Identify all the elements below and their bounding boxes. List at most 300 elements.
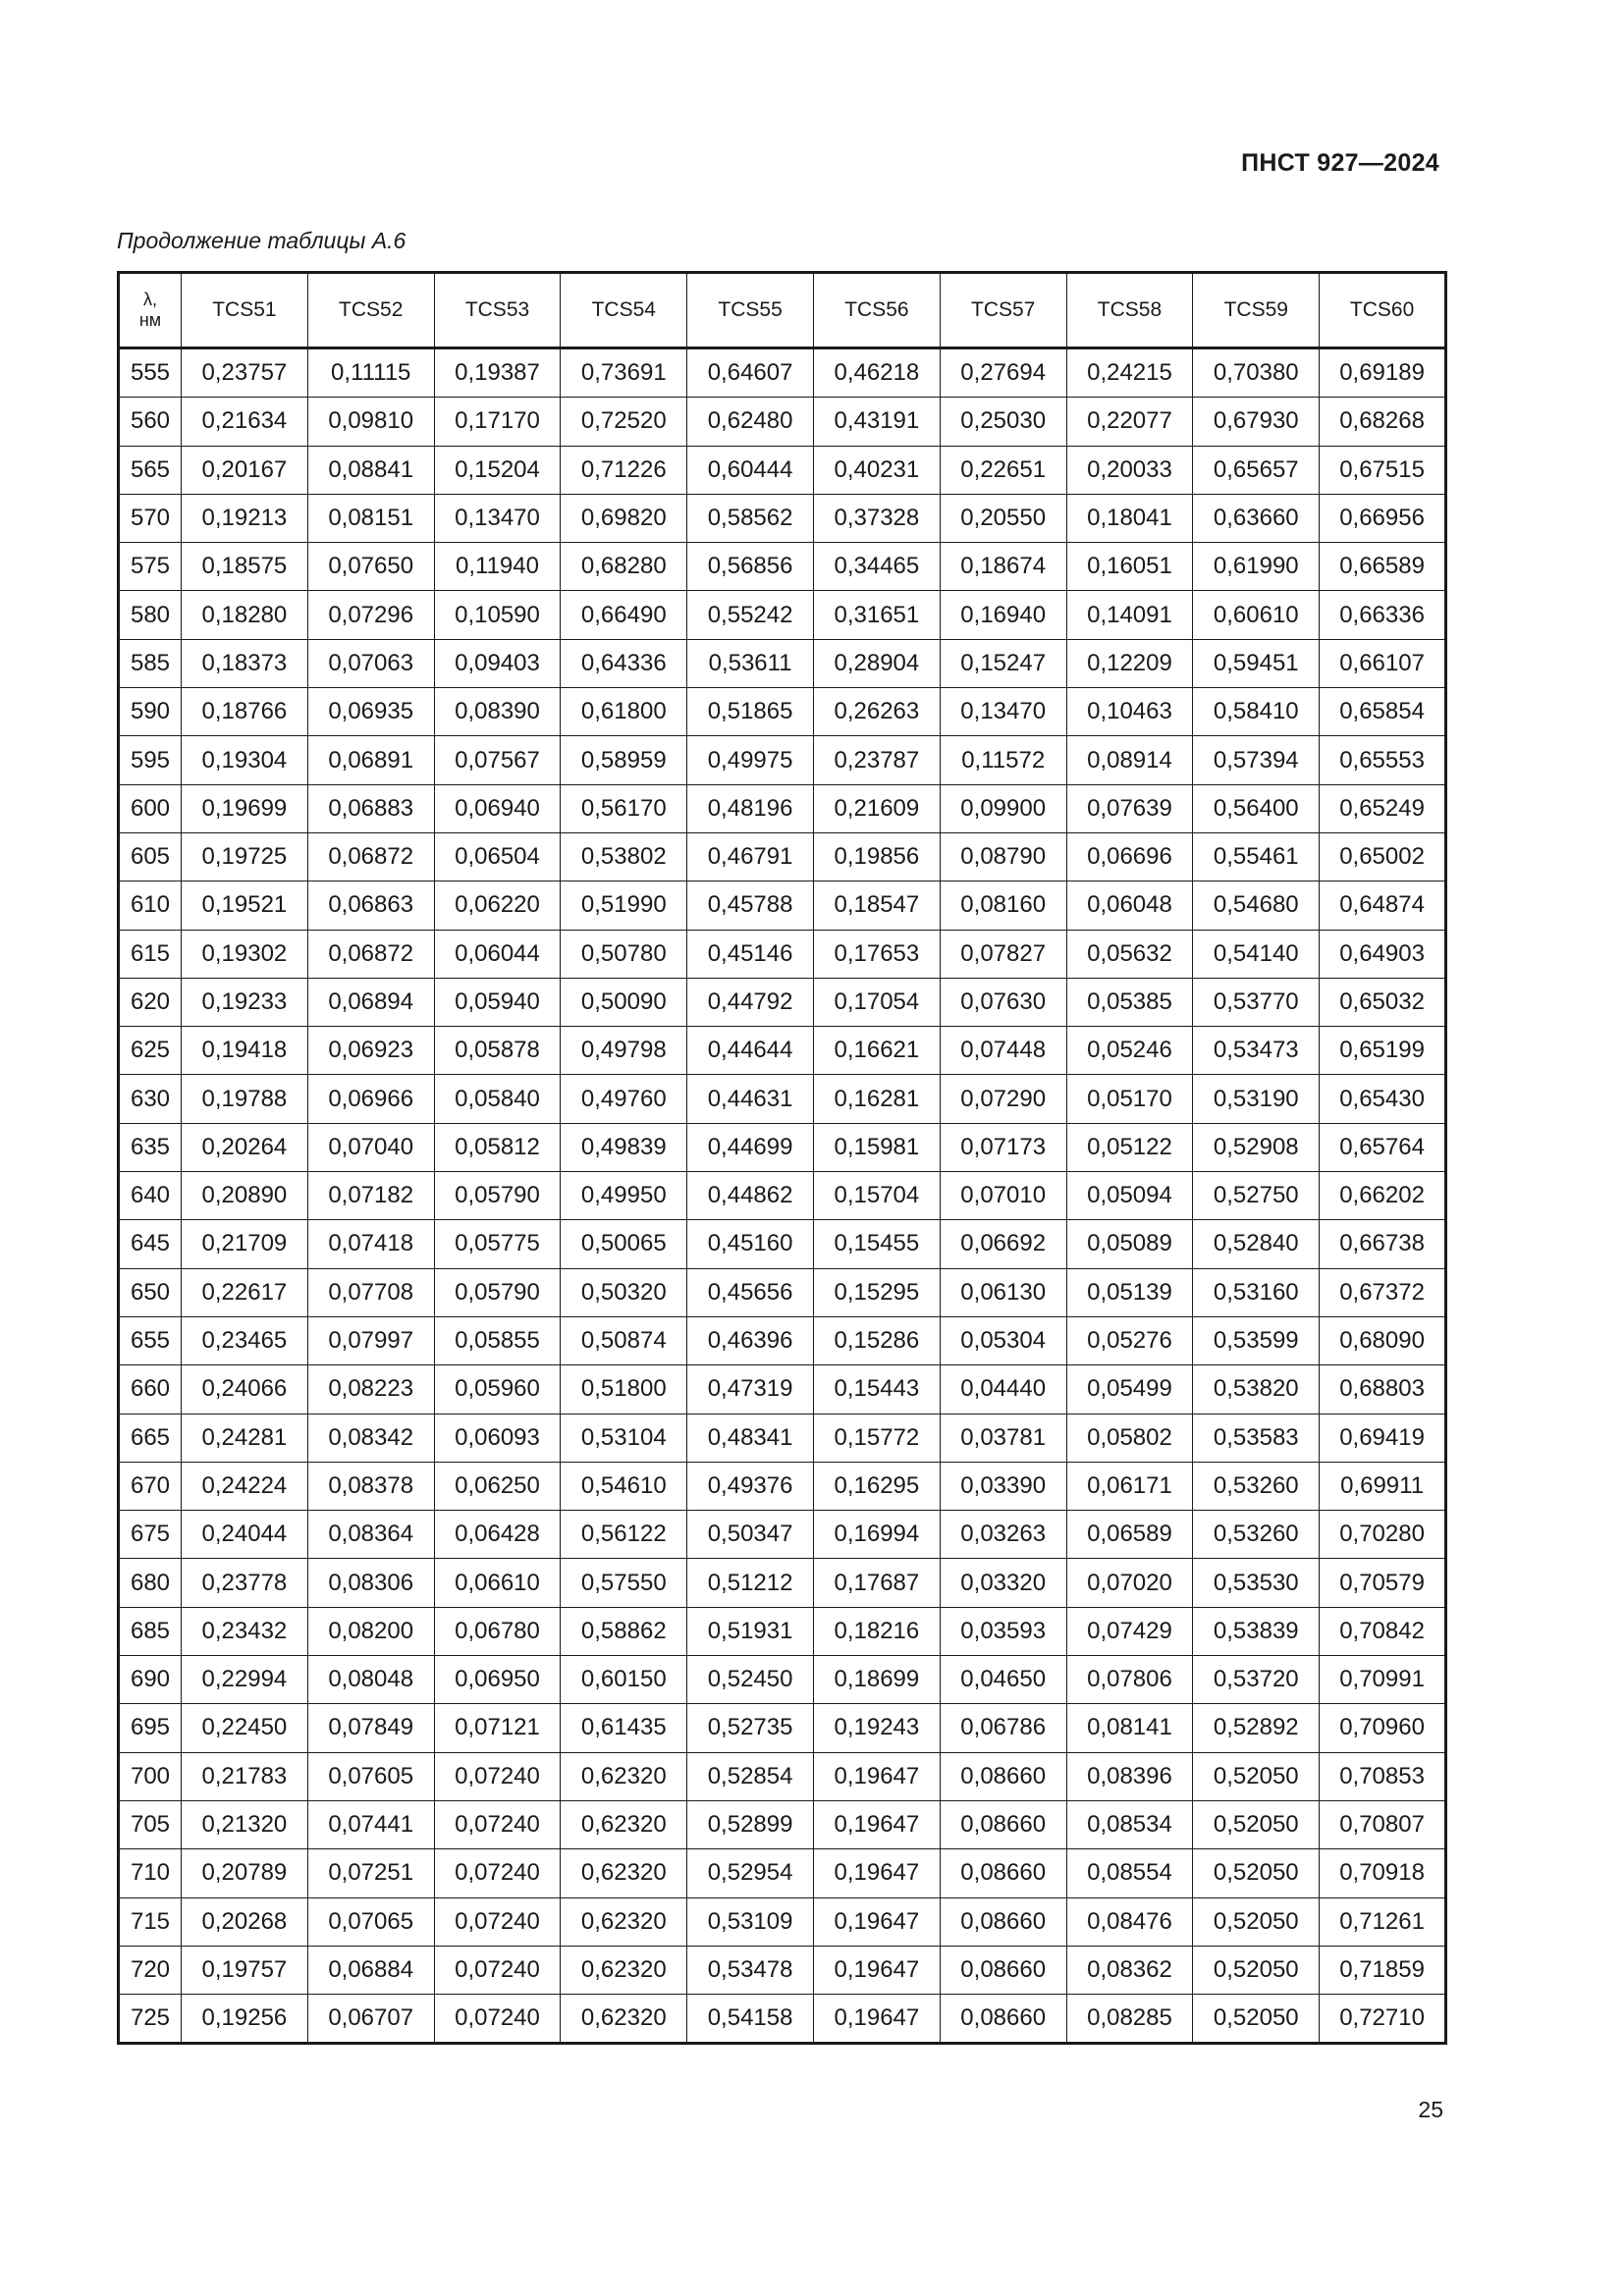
table-cell: 0,08160 [940, 881, 1066, 930]
table-cell: 0,19725 [182, 832, 308, 881]
table-cell: 0,66956 [1320, 494, 1446, 542]
table-cell: 0,06966 [307, 1075, 434, 1123]
table-cell: 0,20264 [182, 1123, 308, 1171]
table-cell: 0,52854 [687, 1752, 814, 1800]
table-cell: 0,62320 [561, 1995, 687, 2044]
table-cell: 0,48341 [687, 1414, 814, 1462]
table-cell: 0,52050 [1193, 1995, 1320, 2044]
table-cell: 0,06610 [434, 1559, 561, 1607]
table-row [119, 398, 1446, 446]
table-cell: 0,66107 [1320, 639, 1446, 687]
table-row [119, 1462, 1446, 1510]
table-cell: 0,06940 [434, 784, 561, 832]
table-cell: 0,10463 [1066, 688, 1193, 736]
table-cell: 0,08306 [307, 1559, 434, 1607]
table-row [119, 543, 1446, 591]
table-cell: 0,65764 [1320, 1123, 1446, 1171]
table-cell: 0,53611 [687, 639, 814, 687]
table-cell: 0,52899 [687, 1800, 814, 1848]
table-cell: 0,16621 [813, 1027, 940, 1075]
table-cell: 0,22994 [182, 1656, 308, 1704]
table-row [119, 930, 1446, 978]
table-row [119, 1897, 1446, 1946]
table-cell: 0,18280 [182, 591, 308, 639]
table-cell: 0,05246 [1066, 1027, 1193, 1075]
table-cell: 0,65032 [1320, 978, 1446, 1026]
table-cell: 0,08342 [307, 1414, 434, 1462]
table-cell: 0,53599 [1193, 1316, 1320, 1364]
table-cell: 0,19647 [813, 1849, 940, 1897]
table-cell: 0,16295 [813, 1462, 940, 1510]
table-cell: 0,24224 [182, 1462, 308, 1510]
table-cell: 0,19521 [182, 881, 308, 930]
table-cell: 0,06171 [1066, 1462, 1193, 1510]
table-cell: 0,03263 [940, 1511, 1066, 1559]
table-cell: 0,15772 [813, 1414, 940, 1462]
table-cell: 0,17687 [813, 1559, 940, 1607]
table-cell: 0,71859 [1320, 1946, 1446, 1994]
table-cell: 0,31651 [813, 591, 940, 639]
table-cell: 0,07065 [307, 1897, 434, 1946]
table-cell: 0,21634 [182, 398, 308, 446]
table-cell: 0,05632 [1066, 930, 1193, 978]
table-cell: 0,15247 [940, 639, 1066, 687]
table-cell: 0,58862 [561, 1607, 687, 1655]
table-cell: 0,06130 [940, 1268, 1066, 1316]
table-cell: 0,57550 [561, 1559, 687, 1607]
table-cell: 0,53530 [1193, 1559, 1320, 1607]
table-cell: 0,07240 [434, 1800, 561, 1848]
table-cell: 0,62320 [561, 1752, 687, 1800]
table-cell: 0,07251 [307, 1849, 434, 1897]
table-row [119, 1559, 1446, 1607]
table-cell: 0,08790 [940, 832, 1066, 881]
table-cell: 0,64336 [561, 639, 687, 687]
table-cell: 0,21709 [182, 1220, 308, 1268]
table-cell: 0,66738 [1320, 1220, 1446, 1268]
table-cell: 0,22617 [182, 1268, 308, 1316]
table-cell: 0,06589 [1066, 1511, 1193, 1559]
wavelength-cell: 570 [119, 494, 182, 542]
table-cell: 0,62320 [561, 1897, 687, 1946]
table-cell: 0,08660 [940, 1897, 1066, 1946]
table-cell: 0,06786 [940, 1704, 1066, 1752]
table-cell: 0,07182 [307, 1172, 434, 1220]
table-cell: 0,15286 [813, 1316, 940, 1364]
table-cell: 0,09900 [940, 784, 1066, 832]
lambda-symbol: λ, [142, 290, 157, 310]
table-cell: 0,05499 [1066, 1365, 1193, 1414]
table-cell: 0,66589 [1320, 543, 1446, 591]
table-cell: 0,70579 [1320, 1559, 1446, 1607]
table-cell: 0,56122 [561, 1511, 687, 1559]
table-cell: 0,17653 [813, 930, 940, 978]
table-cell: 0,11940 [434, 543, 561, 591]
column-header: TCS58 [1066, 273, 1193, 348]
table-cell: 0,08390 [434, 688, 561, 736]
table-cell: 0,06250 [434, 1462, 561, 1510]
table-cell: 0,40231 [813, 446, 940, 494]
column-header: TCS59 [1193, 273, 1320, 348]
table-cell: 0,46791 [687, 832, 814, 881]
lambda-unit: нм [138, 310, 162, 330]
table-cell: 0,08476 [1066, 1897, 1193, 1946]
table-cell: 0,44644 [687, 1027, 814, 1075]
table-cell: 0,04440 [940, 1365, 1066, 1414]
table-cell: 0,44631 [687, 1075, 814, 1123]
table-cell: 0,43191 [813, 398, 940, 446]
table-cell: 0,53583 [1193, 1414, 1320, 1462]
table-cell: 0,54610 [561, 1462, 687, 1510]
table-cell: 0,61435 [561, 1704, 687, 1752]
table-row [119, 1800, 1446, 1848]
table-cell: 0,16051 [1066, 543, 1193, 591]
table-cell: 0,54680 [1193, 881, 1320, 930]
table-cell: 0,15295 [813, 1268, 940, 1316]
table-cell: 0,16940 [940, 591, 1066, 639]
table-cell: 0,18547 [813, 881, 940, 930]
table-cell: 0,55461 [1193, 832, 1320, 881]
table-cell: 0,21320 [182, 1800, 308, 1848]
table-cell: 0,67372 [1320, 1268, 1446, 1316]
table-cell: 0,70842 [1320, 1607, 1446, 1655]
table-cell: 0,05276 [1066, 1316, 1193, 1364]
table-cell: 0,05304 [940, 1316, 1066, 1364]
table-cell: 0,20890 [182, 1172, 308, 1220]
table-cell: 0,52750 [1193, 1172, 1320, 1220]
table-cell: 0,21609 [813, 784, 940, 832]
table-cell: 0,46218 [813, 348, 940, 398]
table-cell: 0,71261 [1320, 1897, 1446, 1946]
table-cell: 0,06883 [307, 784, 434, 832]
column-header: TCS56 [813, 273, 940, 348]
table-cell: 0,53770 [1193, 978, 1320, 1026]
wavelength-cell: 675 [119, 1511, 182, 1559]
table-cell: 0,18216 [813, 1607, 940, 1655]
table-cell: 0,65249 [1320, 784, 1446, 832]
table-cell: 0,08660 [940, 1849, 1066, 1897]
table-row [119, 1316, 1446, 1364]
table-cell: 0,16281 [813, 1075, 940, 1123]
table-cell: 0,64903 [1320, 930, 1446, 978]
table-cell: 0,04650 [940, 1656, 1066, 1704]
spectral-data-table [117, 271, 1447, 2045]
wavelength-cell: 595 [119, 736, 182, 784]
table-cell: 0,70280 [1320, 1511, 1446, 1559]
wavelength-cell: 605 [119, 832, 182, 881]
table-cell: 0,07827 [940, 930, 1066, 978]
table-cell: 0,09810 [307, 398, 434, 446]
wavelength-cell: 660 [119, 1365, 182, 1414]
wavelength-cell: 555 [119, 348, 182, 398]
wavelength-cell: 615 [119, 930, 182, 978]
table-cell: 0,68280 [561, 543, 687, 591]
table-cell: 0,07567 [434, 736, 561, 784]
table-cell: 0,03781 [940, 1414, 1066, 1462]
table-cell: 0,15704 [813, 1172, 940, 1220]
table-cell: 0,23432 [182, 1607, 308, 1655]
table-cell: 0,65553 [1320, 736, 1446, 784]
table-cell: 0,70380 [1193, 348, 1320, 398]
table-cell: 0,06780 [434, 1607, 561, 1655]
table-cell: 0,44792 [687, 978, 814, 1026]
table-cell: 0,72520 [561, 398, 687, 446]
table-cell: 0,53260 [1193, 1462, 1320, 1510]
table-row [119, 446, 1446, 494]
table-cell: 0,70807 [1320, 1800, 1446, 1848]
table-row [119, 1365, 1446, 1414]
wavelength-cell: 565 [119, 446, 182, 494]
table-cell: 0,68090 [1320, 1316, 1446, 1364]
table-cell: 0,06692 [940, 1220, 1066, 1268]
table-cell: 0,06891 [307, 736, 434, 784]
table-cell: 0,23778 [182, 1559, 308, 1607]
table-cell: 0,49950 [561, 1172, 687, 1220]
table-cell: 0,52954 [687, 1849, 814, 1897]
table-cell: 0,06220 [434, 881, 561, 930]
table-cell: 0,50780 [561, 930, 687, 978]
table-cell: 0,65854 [1320, 688, 1446, 736]
table-cell: 0,49839 [561, 1123, 687, 1171]
table-cell: 0,67515 [1320, 446, 1446, 494]
table-cell: 0,08048 [307, 1656, 434, 1704]
table-cell: 0,07639 [1066, 784, 1193, 832]
wavelength-cell: 630 [119, 1075, 182, 1123]
table-cell: 0,05840 [434, 1075, 561, 1123]
wavelength-cell: 635 [119, 1123, 182, 1171]
table-cell: 0,20167 [182, 446, 308, 494]
table-cell: 0,50090 [561, 978, 687, 1026]
table-cell: 0,45160 [687, 1220, 814, 1268]
wavelength-cell: 620 [119, 978, 182, 1026]
table-row [119, 1027, 1446, 1075]
table-cell: 0,51931 [687, 1607, 814, 1655]
table-cell: 0,69419 [1320, 1414, 1446, 1462]
table-cell: 0,52050 [1193, 1752, 1320, 1800]
table-cell: 0,23757 [182, 348, 308, 398]
table-row [119, 1511, 1446, 1559]
table-cell: 0,60150 [561, 1656, 687, 1704]
table-cell: 0,08364 [307, 1511, 434, 1559]
table-cell: 0,53478 [687, 1946, 814, 1994]
table-cell: 0,53160 [1193, 1268, 1320, 1316]
table-cell: 0,27694 [940, 348, 1066, 398]
table-cell: 0,07040 [307, 1123, 434, 1171]
table-cell: 0,05385 [1066, 978, 1193, 1026]
table-cell: 0,06093 [434, 1414, 561, 1462]
table-cell: 0,70853 [1320, 1752, 1446, 1800]
table-cell: 0,07240 [434, 1995, 561, 2044]
table-cell: 0,24044 [182, 1511, 308, 1559]
table-cell: 0,08285 [1066, 1995, 1193, 2044]
table-cell: 0,48196 [687, 784, 814, 832]
table-row [119, 1946, 1446, 1994]
table-cell: 0,06872 [307, 930, 434, 978]
table-cell: 0,05878 [434, 1027, 561, 1075]
table-cell: 0,06707 [307, 1995, 434, 2044]
table-cell: 0,08914 [1066, 736, 1193, 784]
table-cell: 0,08660 [940, 1752, 1066, 1800]
table-cell: 0,15443 [813, 1365, 940, 1414]
table-cell: 0,07010 [940, 1172, 1066, 1220]
table-cell: 0,51865 [687, 688, 814, 736]
table-cell: 0,64607 [687, 348, 814, 398]
table-cell: 0,46396 [687, 1316, 814, 1364]
wavelength-cell: 580 [119, 591, 182, 639]
table-cell: 0,64874 [1320, 881, 1446, 930]
table-cell: 0,14091 [1066, 591, 1193, 639]
wavelength-cell: 625 [119, 1027, 182, 1075]
table-cell: 0,52908 [1193, 1123, 1320, 1171]
table-cell: 0,19647 [813, 1752, 940, 1800]
table-cell: 0,69189 [1320, 348, 1446, 398]
table-cell: 0,19647 [813, 1946, 940, 1994]
table-cell: 0,06950 [434, 1656, 561, 1704]
table-cell: 0,07650 [307, 543, 434, 591]
table-cell: 0,53473 [1193, 1027, 1320, 1075]
table-cell: 0,06504 [434, 832, 561, 881]
table-cell: 0,52050 [1193, 1849, 1320, 1897]
table-cell: 0,15981 [813, 1123, 940, 1171]
table-cell: 0,07418 [307, 1220, 434, 1268]
wavelength-cell: 670 [119, 1462, 182, 1510]
table-cell: 0,25030 [940, 398, 1066, 446]
table-cell: 0,51212 [687, 1559, 814, 1607]
table-cell: 0,52050 [1193, 1897, 1320, 1946]
table-cell: 0,60610 [1193, 591, 1320, 639]
table-cell: 0,08223 [307, 1365, 434, 1414]
table-cell: 0,20550 [940, 494, 1066, 542]
table-cell: 0,20268 [182, 1897, 308, 1946]
table-cell: 0,62480 [687, 398, 814, 446]
table-cell: 0,65430 [1320, 1075, 1446, 1123]
table-cell: 0,22077 [1066, 398, 1193, 446]
table-cell: 0,08554 [1066, 1849, 1193, 1897]
table-cell: 0,08660 [940, 1995, 1066, 2044]
table-cell: 0,49760 [561, 1075, 687, 1123]
table-cell: 0,19233 [182, 978, 308, 1026]
table-cell: 0,07240 [434, 1946, 561, 1994]
table-cell: 0,17170 [434, 398, 561, 446]
table-row [119, 881, 1446, 930]
table-cell: 0,57394 [1193, 736, 1320, 784]
table-cell: 0,69911 [1320, 1462, 1446, 1510]
wavelength-cell: 700 [119, 1752, 182, 1800]
table-cell: 0,71226 [561, 446, 687, 494]
table-cell: 0,23465 [182, 1316, 308, 1364]
table-row [119, 1123, 1446, 1171]
wavelength-cell: 600 [119, 784, 182, 832]
table-cell: 0,20789 [182, 1849, 308, 1897]
table-cell: 0,07630 [940, 978, 1066, 1026]
table-cell: 0,06048 [1066, 881, 1193, 930]
table-cell: 0,19256 [182, 1995, 308, 2044]
document-code: ПНСТ 927—2024 [1241, 149, 1439, 177]
table-cell: 0,07296 [307, 591, 434, 639]
table-cell: 0,51800 [561, 1365, 687, 1414]
table-cell: 0,66336 [1320, 591, 1446, 639]
wavelength-cell: 585 [119, 639, 182, 687]
column-header: TCS55 [687, 273, 814, 348]
table-cell: 0,54140 [1193, 930, 1320, 978]
wavelength-cell: 650 [119, 1268, 182, 1316]
table-body [119, 348, 1446, 2044]
table-cell: 0,06872 [307, 832, 434, 881]
table-cell: 0,08660 [940, 1946, 1066, 1994]
table-cell: 0,20033 [1066, 446, 1193, 494]
table-cell: 0,68268 [1320, 398, 1446, 446]
table-cell: 0,06044 [434, 930, 561, 978]
table-header-row [119, 273, 1446, 348]
table-cell: 0,10590 [434, 591, 561, 639]
table-cell: 0,11115 [307, 348, 434, 398]
table-cell: 0,06696 [1066, 832, 1193, 881]
table-cell: 0,19243 [813, 1704, 940, 1752]
table-cell: 0,52735 [687, 1704, 814, 1752]
wavelength-cell: 610 [119, 881, 182, 930]
table-cell: 0,65657 [1193, 446, 1320, 494]
table-cell: 0,52050 [1193, 1800, 1320, 1848]
page-number: 25 [1418, 2097, 1443, 2122]
table-row [119, 591, 1446, 639]
table-cell: 0,07849 [307, 1704, 434, 1752]
table-row [119, 1414, 1446, 1462]
table-cell: 0,50874 [561, 1316, 687, 1364]
table-cell: 0,12209 [1066, 639, 1193, 687]
column-header: TCS53 [434, 273, 561, 348]
table-row [119, 1849, 1446, 1897]
wavelength-cell: 680 [119, 1559, 182, 1607]
table-cell: 0,45788 [687, 881, 814, 930]
table-cell: 0,08200 [307, 1607, 434, 1655]
table-cell: 0,19213 [182, 494, 308, 542]
table-cell: 0,08841 [307, 446, 434, 494]
table-cell: 0,19699 [182, 784, 308, 832]
table-cell: 0,16994 [813, 1511, 940, 1559]
wavelength-cell: 560 [119, 398, 182, 446]
table-cell: 0,07605 [307, 1752, 434, 1800]
table-cell: 0,08534 [1066, 1800, 1193, 1848]
table-cell: 0,19302 [182, 930, 308, 978]
table-cell: 0,03320 [940, 1559, 1066, 1607]
table-row [119, 784, 1446, 832]
table-cell: 0,08362 [1066, 1946, 1193, 1994]
table-cell: 0,65199 [1320, 1027, 1446, 1075]
table-cell: 0,03390 [940, 1462, 1066, 1510]
wavelength-cell: 640 [119, 1172, 182, 1220]
table-row [119, 1752, 1446, 1800]
table-row [119, 1607, 1446, 1655]
table-cell: 0,19647 [813, 1897, 940, 1946]
wavelength-cell: 705 [119, 1800, 182, 1848]
table-cell: 0,49376 [687, 1462, 814, 1510]
table-cell: 0,67930 [1193, 398, 1320, 446]
table-cell: 0,66490 [561, 591, 687, 639]
table-cell: 0,65002 [1320, 832, 1446, 881]
table-cell: 0,50347 [687, 1511, 814, 1559]
table-cell: 0,53190 [1193, 1075, 1320, 1123]
table-cell: 0,56170 [561, 784, 687, 832]
column-header: TCS60 [1320, 273, 1446, 348]
table-cell: 0,59451 [1193, 639, 1320, 687]
table-cell: 0,24281 [182, 1414, 308, 1462]
table-cell: 0,13470 [940, 688, 1066, 736]
table-cell: 0,47319 [687, 1365, 814, 1414]
table-cell: 0,09403 [434, 639, 561, 687]
table-row [119, 494, 1446, 542]
table-cell: 0,07121 [434, 1704, 561, 1752]
table-cell: 0,62320 [561, 1800, 687, 1848]
